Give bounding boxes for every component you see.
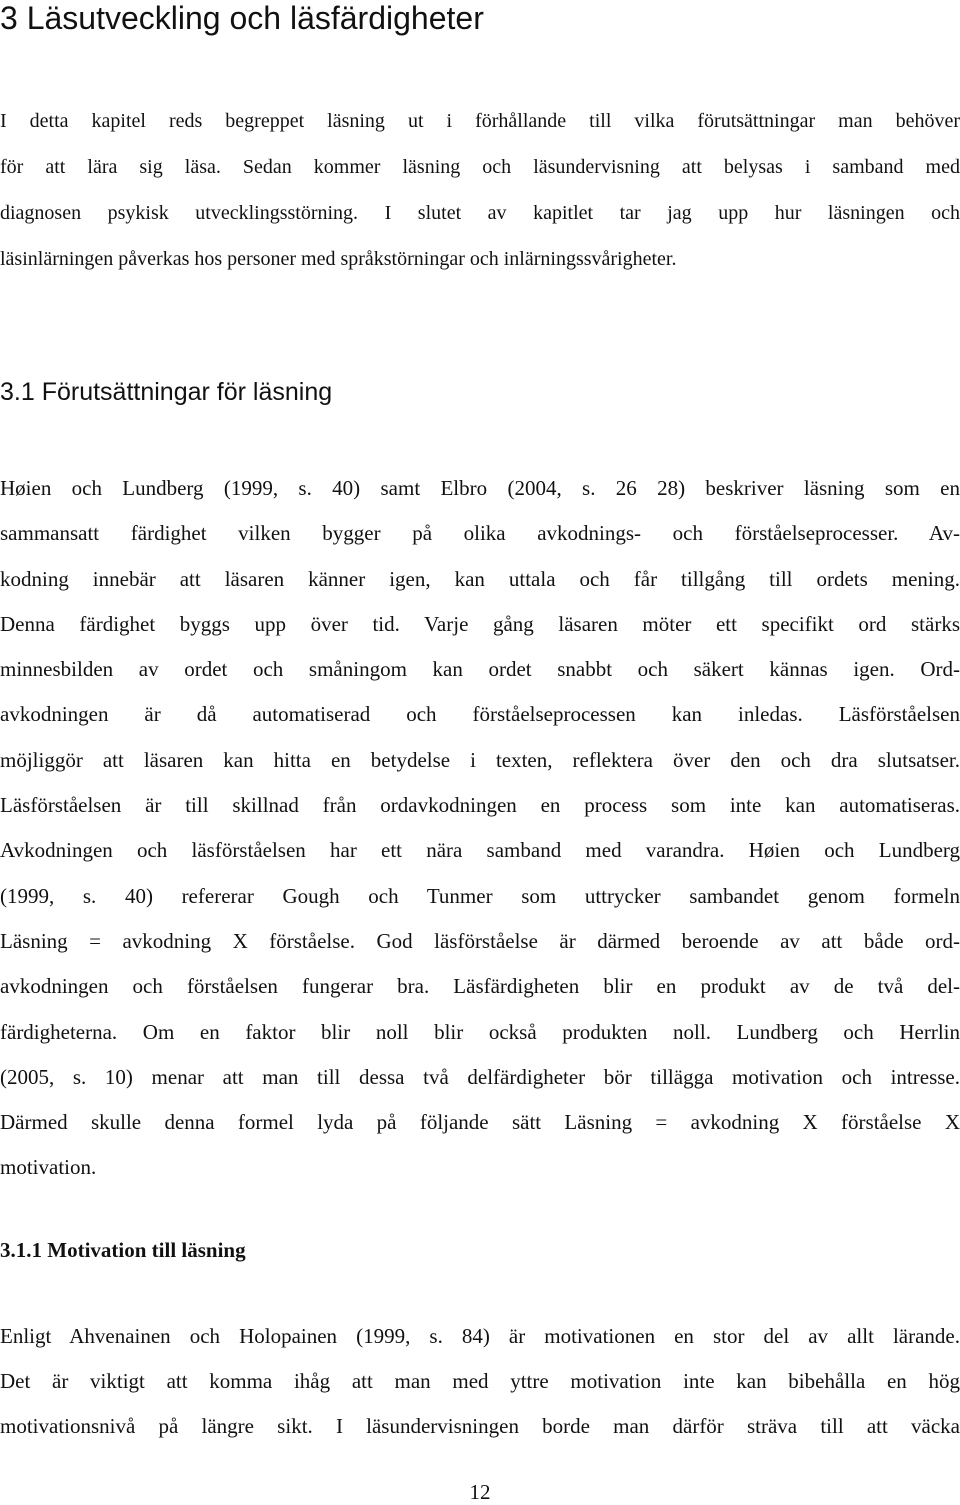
section-line: Därmed skulle denna formel lyda på följande sätt Läsning = avkodning X förståelse X <box>0 1110 960 1135</box>
section-line: (1999, s. 40) refererar Gough och Tunmer som uttrycker sambandet genom formeln <box>0 883 960 908</box>
subsection-line: motivationsnivå på längre sikt. I läsundervisningen borde man därför sträva till att väcka <box>0 1414 960 1438</box>
subsection-line: Enligt Ahvenainen och Holopainen (1999, s. 84) är motivationen en stor del av allt lärande. <box>0 1324 960 1348</box>
section-line: Denna färdighet byggs upp över tid. Varje gång läsaren möter ett specifikt ord stärks <box>0 611 960 636</box>
section-line: sammansatt färdighet vilken bygger på olika avkodnings- och förståelseprocesser. Av- <box>0 521 960 546</box>
subsection-line: Det är viktigt att komma ihåg att man med yttre motivation inte kan bibehålla en hög <box>0 1369 960 1393</box>
intro-paragraph <box>0 98 960 282</box>
section-line: (2005, s. 10) menar att man till dessa två delfärdigheter bör tillägga motivation och intresse. <box>0 1064 960 1089</box>
intro-line: diagnosen psykisk utvecklingsstörning. I slutet av kapitlet tar jag upp hur läsningen och <box>0 202 960 224</box>
section-line: minnesbilden av ordet och småningom kan ordet snabbt och säkert kännas igen. Ord- <box>0 657 960 682</box>
intro-line: I detta kapitel reds begreppet läsning ut i förhållande till vilka förutsättningar man behöver <box>0 110 960 132</box>
section-line: Høien och Lundberg (1999, s. 40) samt Elbro (2004, s. 26 28) beskriver läsning som en <box>0 476 960 500</box>
page-number: 12 <box>469 1480 491 1504</box>
section-line: Läsförståelsen är till skillnad från ordavkodningen en process som inte kan automatiseras. <box>0 793 960 818</box>
section-line: färdigheterna. Om en faktor blir noll blir också produkten noll. Lundberg och Herrlin <box>0 1019 960 1044</box>
section-line: Avkodningen och läsförståelsen har ett nära samband med varandra. Høien och Lundberg <box>0 838 960 863</box>
subsection-paragraph <box>0 1314 960 1449</box>
section-line: avkodningen och förståelsen fungerar bra. Läsfärdigheten blir en produkt av de två del- <box>0 974 960 999</box>
chapter-title: 3 Läsutveckling och läsfärdigheter <box>0 0 484 36</box>
subsection-title: 3.1.1 Motivation till läsning <box>0 1238 246 1262</box>
section-line: avkodningen är då automatiserad och förståelseprocessen kan inledas. Läsförståelsen <box>0 702 960 727</box>
section-line: möjliggör att läsaren kan hitta en betydelse i texten, reflektera över den och dra slutsatser. <box>0 747 960 772</box>
section-line: kodning innebär att läsaren känner igen, kan uttala och får tillgång till ordets mening. <box>0 566 960 591</box>
section-paragraph <box>0 466 960 1191</box>
section-line: motivation. <box>0 1155 97 1180</box>
section-title: 3.1 Förutsättningar för läsning <box>0 378 333 406</box>
section-line: Läsning = avkodning X förståelse. God läsförståelse är därmed beroende av att både ord- <box>0 928 960 953</box>
intro-line: för att lära sig läsa. Sedan kommer läsning och läsundervisning att belysas i samband med <box>0 156 960 178</box>
intro-line: läsinlärningen påverkas hos personer med språkstörningar och inlärningssvårigheter. <box>0 248 677 270</box>
